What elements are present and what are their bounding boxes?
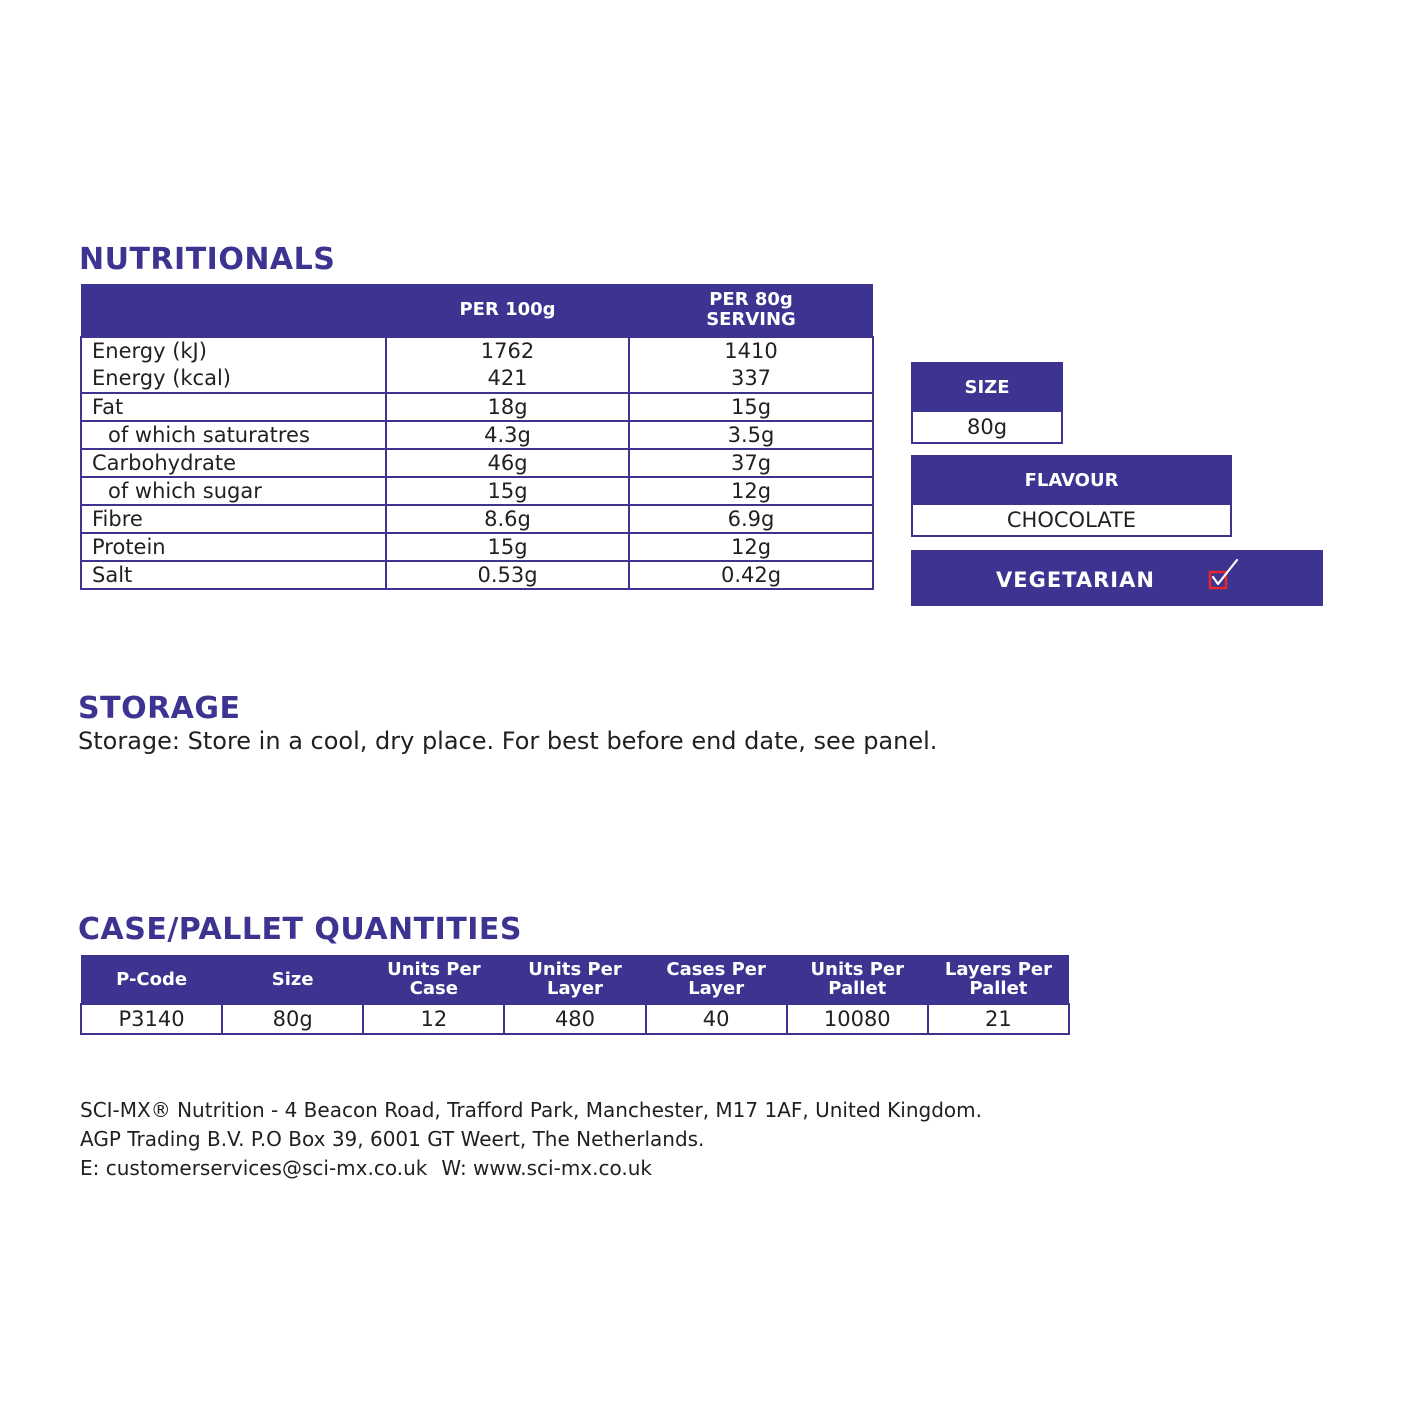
energy-per-serving: 1410 337 bbox=[629, 337, 873, 393]
size-box bbox=[911, 362, 1063, 444]
case-units-per-layer: 480 bbox=[504, 1004, 645, 1034]
footer-address-nl: AGP Trading B.V. P.O Box 39, 6001 GT Weert, The Netherlands. bbox=[80, 1127, 705, 1151]
nutrition-table bbox=[80, 284, 874, 590]
case-header-units-per-pallet: Units Per Pallet bbox=[787, 955, 928, 1004]
footer-address-uk: SCI-MX® Nutrition - 4 Beacon Road, Trafford Park, Manchester, M17 1AF, United Kingdom. bbox=[80, 1098, 982, 1122]
energy-per100: 1762 421 bbox=[386, 337, 629, 393]
vegetarian-label: VEGETARIAN bbox=[996, 568, 1155, 592]
flavour-value: CHOCOLATE bbox=[1006, 508, 1137, 532]
case-pcode: P3140 bbox=[81, 1004, 222, 1034]
nutrition-row: of which saturatres 4.3g 3.5g bbox=[81, 421, 873, 449]
case-header-layers-per-pallet: Layers Per Pallet bbox=[928, 955, 1069, 1004]
nutritionals-heading: NUTRITIONALS bbox=[79, 242, 336, 277]
size-value: 80g bbox=[966, 415, 1008, 439]
case-pallet-heading: CASE/PALLET QUANTITIES bbox=[78, 912, 522, 947]
case-units-per-case: 12 bbox=[363, 1004, 504, 1034]
case-layers-per-pallet: 21 bbox=[928, 1004, 1069, 1034]
nutrition-header-row bbox=[81, 284, 873, 337]
storage-heading: STORAGE bbox=[78, 691, 241, 726]
case-pallet-table bbox=[80, 955, 1070, 1035]
case-cases-per-layer: 40 bbox=[646, 1004, 787, 1034]
flavour-label: FLAVOUR bbox=[913, 457, 1230, 505]
storage-text: Storage: Store in a cool, dry place. For best before end date, see panel. bbox=[78, 727, 938, 755]
case-data-row bbox=[81, 1004, 1069, 1034]
nutrition-header-per-serving: PER 80g SERVING bbox=[629, 284, 873, 337]
company-footer bbox=[80, 1096, 982, 1183]
size-label: SIZE bbox=[913, 364, 1061, 412]
footer-contact bbox=[80, 1154, 982, 1183]
nutrition-row: Protein 15g 12g bbox=[81, 533, 873, 561]
footer-website: W: www.sci-mx.co.uk bbox=[441, 1156, 652, 1180]
nutrition-row: Fibre 8.6g 6.9g bbox=[81, 505, 873, 533]
nutrition-header-blank bbox=[81, 284, 386, 337]
energy-kcal-label: Energy (kcal) bbox=[92, 366, 231, 390]
case-header-pcode: P-Code bbox=[81, 955, 222, 1004]
nutrition-row: of which sugar 15g 12g bbox=[81, 477, 873, 505]
nutrition-row-energy bbox=[81, 337, 873, 393]
case-header-units-per-layer: Units Per Layer bbox=[504, 955, 645, 1004]
case-header-row bbox=[81, 955, 1069, 1004]
energy-kj-label: Energy (kJ) bbox=[92, 339, 207, 363]
case-size: 80g bbox=[222, 1004, 363, 1034]
vegetarian-badge bbox=[911, 550, 1323, 606]
nutrition-row: Salt 0.53g 0.42g bbox=[81, 561, 873, 589]
case-header-units-per-case: Units Per Case bbox=[363, 955, 504, 1004]
flavour-box bbox=[911, 455, 1232, 537]
footer-email: E: customerservices@sci-mx.co.uk bbox=[80, 1156, 428, 1180]
nutrition-row: Carbohydrate 46g 37g bbox=[81, 449, 873, 477]
energy-labels bbox=[81, 337, 386, 393]
nutrition-row: Fat 18g 15g bbox=[81, 393, 873, 421]
checkbox-checked-icon bbox=[1207, 558, 1243, 594]
case-header-size: Size bbox=[222, 955, 363, 1004]
case-header-cases-per-layer: Cases Per Layer bbox=[646, 955, 787, 1004]
case-units-per-pallet: 10080 bbox=[787, 1004, 928, 1034]
nutrition-header-per100: PER 100g bbox=[386, 284, 629, 337]
